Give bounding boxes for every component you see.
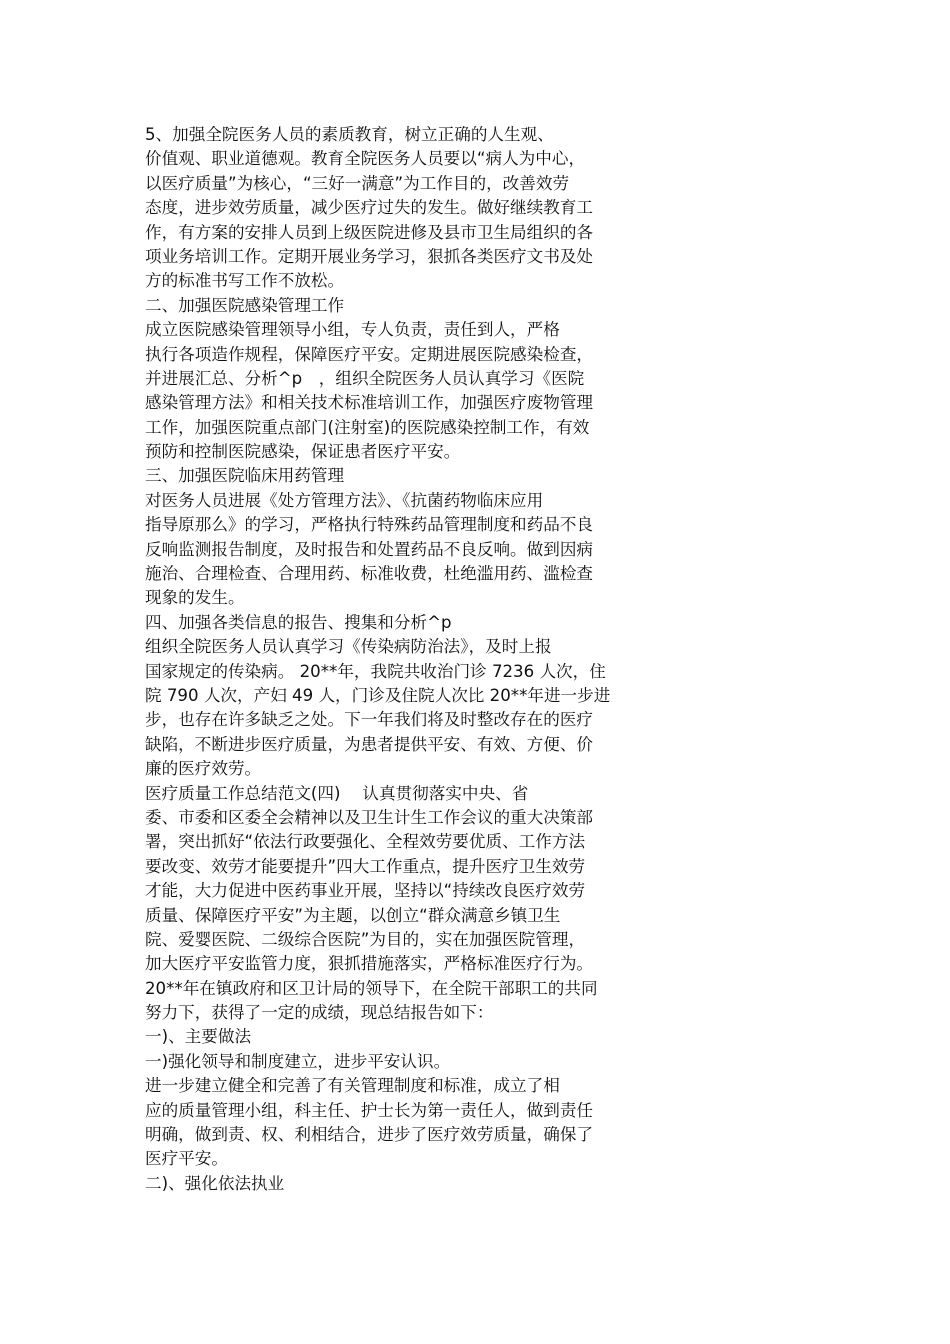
- text-line: 明确，做到责、权、利相结合，进步了医疗效劳质量，确保了: [145, 1125, 594, 1145]
- text-line: 20**年在镇政府和区卫计局的领导下，在全院干部职工的共同: [145, 978, 598, 998]
- text-line: 并进展汇总、分析^p ，组织全院医务人员认真学习《医院: [145, 368, 585, 388]
- text-line: 医疗平安。: [145, 1149, 228, 1169]
- text-line: 反响监测报告制度，及时报告和处置药品不良反响。做到因病: [145, 539, 594, 559]
- text-line: 现象的发生。: [145, 588, 245, 608]
- text-line: 国家规定的传染病。 20**年，我院共收治门诊 7236 人次，住: [145, 661, 606, 681]
- text-line: 工作，加强医院重点部门(注射室)的医院感染控制工作，有效: [145, 417, 590, 437]
- text-line: 价值观、职业道德观。教育全院医务人员要以“病人为中心，: [145, 149, 586, 169]
- text-line: 5、加强全院医务人员的素质教育，树立正确的人生观、: [145, 125, 554, 144]
- text-line: 才能，大力促进中医药事业开展，坚持以“持续改良医疗效劳: [145, 881, 586, 901]
- text-line: 预防和控制医院感染，保证患者医疗平安。: [145, 442, 461, 462]
- text-line: 对医务人员进展《处方管理方法》、《抗菌药物临床应用: [145, 490, 544, 510]
- text-line: 项业务培训工作。定期开展业务学习，狠抓各类医疗文书及处: [145, 246, 594, 266]
- text-line: 组织全院医务人员认真学习《传染病防治法》，及时上报: [145, 637, 552, 657]
- text-line: 指导原那么》的学习，严格执行特殊药品管理制度和药品不良: [145, 515, 594, 535]
- text-line: 二)、强化依法执业: [145, 1173, 285, 1193]
- text-line: 感染管理方法》和相关技术标准培训工作，加强医疗废物管理: [145, 393, 594, 413]
- text-line: 作，有方案的安排人员到上级医院进修及县市卫生局组织的各: [145, 222, 594, 242]
- text-line: 应的质量管理小组，科主任、护士长为第一责任人，做到责任: [145, 1100, 594, 1120]
- text-line: 步，也存在许多缺乏之处。下一年我们将及时整改存在的医疗: [145, 710, 594, 730]
- document-body: [145, 123, 675, 1196]
- text-line: 要改变、效劳才能要提升”四大工作重点，提升医疗卫生效劳: [145, 856, 586, 876]
- text-line: 加大医疗平安监管力度，狠抓措施落实，严格标准医疗行为。: [145, 954, 594, 974]
- text-line: 努力下，获得了一定的成绩，现总结报告如下：: [145, 1003, 494, 1023]
- text-line: 二、加强医院感染管理工作: [145, 295, 345, 315]
- text-line: 四、加强各类信息的报告、搜集和分析^p: [145, 612, 452, 632]
- text-line: 质量、保障医疗平安”为主题，以创立“群众满意乡镇卫生: [145, 905, 561, 925]
- text-line: 署，突出抓好“依法行政要强化、全程效劳要优质、工作方法: [145, 832, 586, 852]
- text-line: 态度，进步效劳质量，减少医疗过失的发生。做好继续教育工: [145, 198, 594, 218]
- text-line: 委、市委和区委全会精神以及卫生计生工作会议的重大决策部: [145, 807, 594, 827]
- text-line: 一)、主要做法: [145, 1027, 252, 1047]
- text-line: 成立医院感染管理领导小组，专人负责，责任到人，严格: [145, 320, 560, 340]
- text-line: 以医疗质量”为核心，“三好一满意”为工作目的，改善效劳: [145, 173, 570, 193]
- text-line: 一)强化领导和制度建立，进步平安认识。: [145, 1051, 451, 1071]
- text-line: 缺陷，不断进步医疗质量，为患者提供平安、有效、方便、价: [145, 734, 594, 754]
- text-line: 廉的医疗效劳。: [145, 759, 262, 779]
- text-line: 施治、合理检查、合理用药、标准收费，杜绝滥用药、滥检查: [145, 564, 594, 584]
- text-line: 方的标准书写工作不放松。: [145, 271, 345, 291]
- text-line: 院、爱婴医院、二级综合医院”为目的，实在加强医院管理，: [145, 929, 586, 949]
- text-line: 三、加强医院临床用药管理: [145, 466, 345, 486]
- text-line: 医疗质量工作总结范文(四) 认真贯彻落实中央、省: [145, 783, 529, 803]
- text-line: 进一步建立健全和完善了有关管理制度和标准，成立了相: [145, 1076, 560, 1096]
- text-line: 院 790 人次，产妇 49 人，门诊及住院人次比 20**年进一步进: [145, 685, 611, 705]
- text-line: 执行各项造作规程，保障医疗平安。定期进展医院感染检查，: [145, 344, 594, 364]
